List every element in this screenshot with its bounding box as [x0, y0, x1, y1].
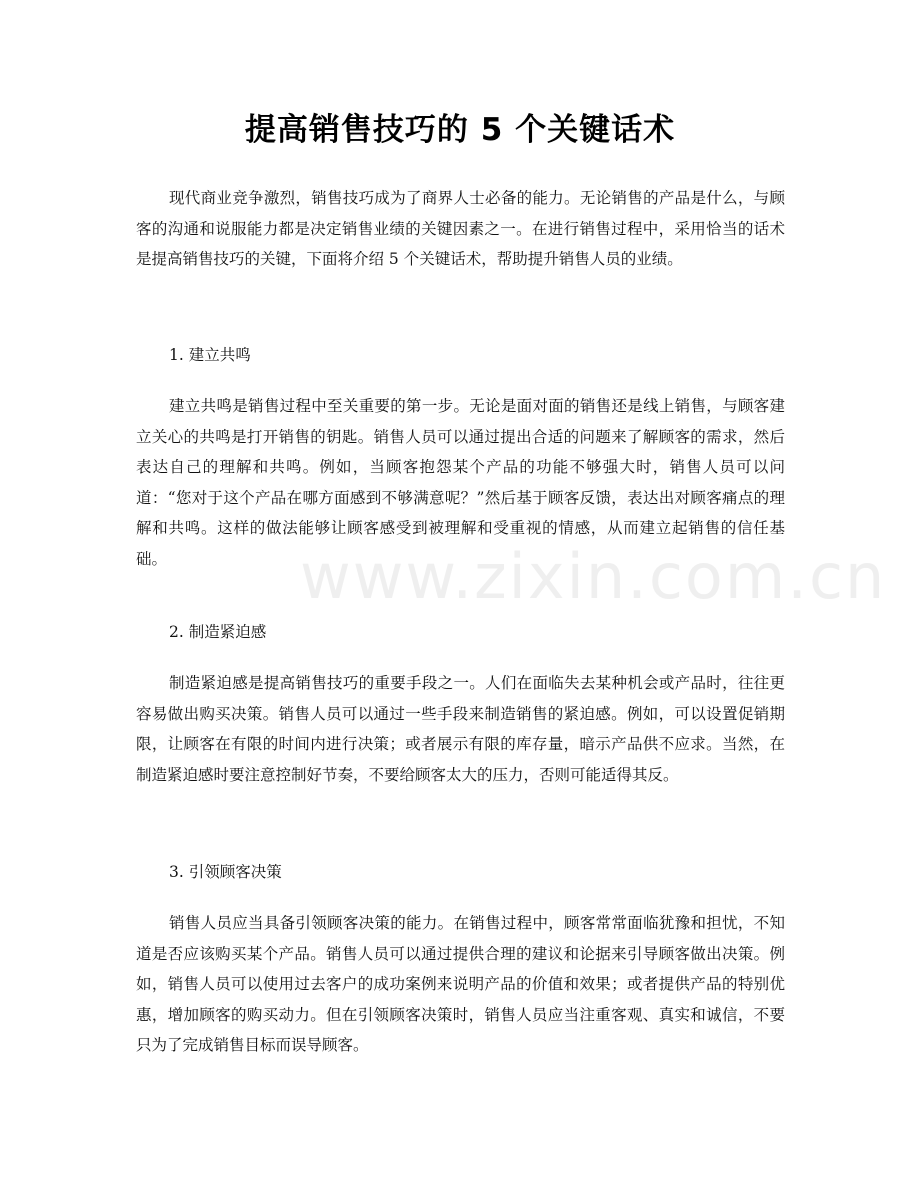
section-heading-3: 3. 引领顾客决策: [169, 863, 282, 881]
document-title: 提高销售技巧的 5 个关键话术: [244, 112, 676, 148]
section-body-1: 建立共鸣是销售过程中至关重要的第一步。无论是面对面的销售还是线上销售，与顾客建立关心的共鸣是打开销售的钥匙。销售人员可以通过提出合适的问题来了解顾客的需求，然后表达自己的理解和共鸣。例如，当顾客抱怨某个产品的功能不够强大时，销售人员可以问道：“您对于这个产品在哪方面感到不够满意呢？”然后基于顾客反馈，表达出对顾客痛点的理解和共鸣。这样的做法能够让顾客感受到被理解和受重视的情感，从而建立起销售的信任基础。: [136, 397, 785, 568]
intro-paragraph: 现代商业竞争激烈，销售技巧成为了商界人士必备的能力。无论销售的产品是什么，与顾客的沟通和说服能力都是决定销售业绩的关键因素之一。在进行销售过程中，采用恰当的话术是提高销售技巧的关键，下面将介绍 5 个关键话术，帮助提升销售人员的业绩。: [136, 189, 785, 268]
section-heading-1: 1. 建立共鸣: [169, 346, 251, 364]
watermark: www.zixin.com.cn: [300, 540, 887, 613]
section-heading-2: 2. 制造紧迫感: [169, 623, 267, 641]
section-body-3: 销售人员应当具备引领顾客决策的能力。在销售过程中，顾客常常面临犹豫和担忧，不知道是否应该购买某个产品。销售人员可以通过提供合理的建议和论据来引导顾客做出决策。例如，销售人员可以使用过去客户的成功案例来说明产品的价值和效果；或者提供产品的特别优惠，增加顾客的购买动力。但在引领顾客决策时，销售人员应当注重客观、真实和诚信，不要只为了完成销售目标而误导顾客。: [136, 914, 785, 1054]
section-body-2: 制造紧迫感是提高销售技巧的重要手段之一。人们在面临失去某种机会或产品时，往往更容易做出购买决策。销售人员可以通过一些手段来制造销售的紧迫感。例如，可以设置促销期限，让顾客在有限的时间内进行决策；或者展示有限的库存量，暗示产品供不应求。当然，在制造紧迫感时要注意控制好节奏，不要给顾客太大的压力，否则可能适得其反。: [136, 674, 785, 784]
